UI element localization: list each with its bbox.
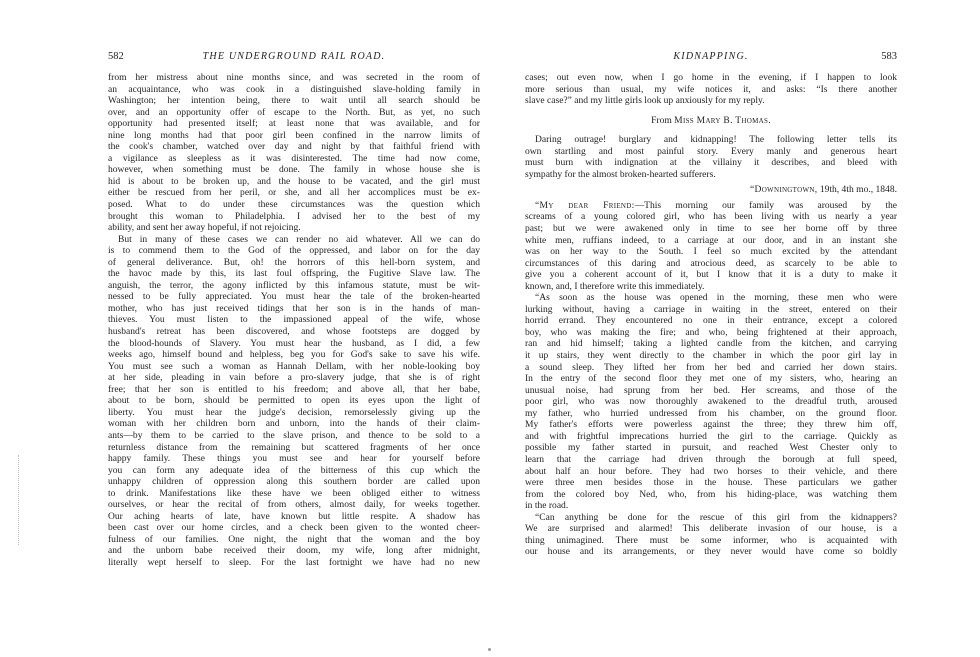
salutation-line: [525, 200, 897, 212]
text-line: past; but we were awakened only in time to see her borne off by three: [525, 223, 897, 235]
section-heading-name: Miss Mary B. Thomas.: [674, 114, 771, 126]
text-line: Washington; her intention being, there to wait until all search should be: [108, 95, 480, 107]
text-line: nessed to be fully appreciated. You must hear the tale of the broken-hearted: [108, 291, 480, 303]
text-line: “Can anything be done for the rescue of this girl from the kidnappers?: [535, 511, 897, 523]
text-line: literally wept herself to sleep. For the last fortnight we have had no new: [108, 556, 480, 568]
text-line: nine long months had that poor girl been confined in the narrow limits of: [108, 129, 480, 141]
text-line: a vigilance as sleepless as it was disinterested. The time had now come,: [108, 152, 480, 164]
section-heading-prefix: From: [651, 114, 672, 126]
text-line: possible my father started in pursuit, and reached West Chester only to: [525, 442, 897, 454]
text-line: either be rescued from her peril, or she, and all her accomplices must be ex-: [108, 187, 480, 199]
right-running-head: [525, 51, 897, 65]
left-header-title: THE UNDERGROUND RAIL ROAD.: [202, 51, 386, 62]
text-line: thing unimagined. There must be some informer, who is acquainted with: [525, 534, 897, 546]
text-line: fulness of our families. One night, the night that the woman and the boy: [108, 533, 480, 545]
text-line: a sound sleep. They lifted her from her bed and carried her down stairs.: [525, 361, 897, 373]
text-line: We are surprised and alarmed! This deliberate invasion of our house, is a: [525, 523, 897, 535]
text-line: ran and hid himself; taking a lighted candle from the kitchen, and carrying: [525, 338, 897, 350]
text-line: happy family. These things you must see and hear for yourself before: [108, 453, 480, 465]
text-line: weeks ago, himself bound and helpless, beg you for God's sake to save his wife.: [108, 349, 480, 361]
text-line: anguish, the terror, the agony inflicted by this infamous statute, must be wit-: [108, 279, 480, 291]
text-line: of general deliverance. But, oh! the horrors of this hell-born system, and: [108, 256, 480, 268]
text-line: to drink. Manifestations like these have we been obliged either to witness: [108, 487, 480, 499]
text-line: our house and its arrangements, or they never would have come so boldly: [525, 546, 897, 558]
right-page: [525, 0, 897, 558]
text-line: thieves. You must listen to the impassioned appeal of the wife, whose: [108, 314, 480, 326]
text-line: cases; out even now, when I go home in the evening, if I happen to look: [525, 72, 897, 83]
text-line: But in many of these cases we can render no aid whatever. All we can do: [118, 233, 480, 245]
text-line: woman with her children born and unborn, into the hands of their claim-: [108, 418, 480, 430]
text-line: the havoc made by this, its last foul offspring, the Fugitive Slave law. The: [108, 268, 480, 280]
text-line: free; that her son is entitled to his freedom; and above all, that her babe,: [108, 383, 480, 395]
text-line: from the colored boy Ned, who, from his hiding-place, was watching them: [525, 488, 897, 500]
text-line: lurking without, having a carriage in waiting in the street, entered on their: [525, 303, 897, 315]
text-line: the blood-hounds of Slavery. You must hear the husband, as I did, a few: [108, 337, 480, 349]
text-line: ability, and sent her away hopeful, if not rejoicing.: [108, 222, 301, 234]
text-line: the cook's chamber, watched over day and night by that faithful friend with: [108, 141, 480, 153]
text-line: from her mistress about nine months since, and was secreted in the room of: [108, 72, 480, 83]
text-line: must burn with indignation at the villainy it describes, and bleed with: [525, 157, 897, 169]
text-line: ants—by them to be carried to the slave prison, and thence to be sold to a: [108, 429, 480, 441]
text-line: it up stairs, they went directly to the chamber in which the poor girl lay in: [525, 350, 897, 362]
text-line: slave case?” and my little girls look up anxiously for my reply.: [525, 95, 765, 107]
text-line: In the entry of the second floor they met one of my sisters, who, hearing an: [525, 373, 897, 385]
text-line: circumstances of this daring and atrocious deed, as scarcely to be able to: [525, 257, 897, 269]
text-line: brought this woman to Philadelphia. I advised her to the best of my: [108, 210, 480, 222]
text-line: known, and, I therefore write this immediately.: [525, 280, 705, 292]
text-line: opportunity had presented itself; at least none that was available, and for: [108, 118, 480, 130]
salutation: “My dear Friend:: [535, 199, 635, 211]
text-line: unusual noise, had sprung from her bed. Her screams, and those of the: [525, 384, 897, 396]
text-line: white men, ruffians indeed, to a carriage at our door, and in an instant she: [525, 234, 897, 246]
text-line: own startling and most painful story. Every manly and generous heart: [525, 145, 897, 157]
text-line: was on her way to the South. I feel so much excited by the attendant: [525, 246, 897, 258]
text-line: you can form any adequate idea of the bitterness of this cup which the: [108, 464, 480, 476]
text-line: hid is about to be broken up, and the house to be vacated, and the girl must: [108, 175, 480, 187]
text-line: is to commend them to the God of the oppressed, and labor on for the day: [108, 245, 480, 257]
text-line: liberty. You must hear the judge's decision, remorselessly giving up the: [108, 406, 480, 418]
text-line: Daring outrage! burglary and kidnapping! The following letter tells its: [535, 134, 897, 146]
text-line: learn that the carriage had driven through the borough at full speed,: [525, 453, 897, 465]
text-line: give you a coherent account of it, but I know that it is a duty to make it: [525, 269, 897, 281]
text-line: were three men besides those in the house. These particulars we gather: [525, 477, 897, 489]
text-line: returnless distance from the remaining but scattered fragments of her once: [108, 441, 480, 453]
scan-speck: [488, 648, 491, 651]
dateline-date: 19th, 4th mo., 1848.: [819, 184, 897, 196]
text-line: screams of a young colored girl, who has been living with us nearly a year: [525, 211, 897, 223]
text-line: over, and an opportunity offer of escape to the North. But, as yet, no such: [108, 106, 480, 118]
text-line: an acquaintance, who was cook in a distinguished slave-holding family in: [108, 83, 480, 95]
salutation-rest: —This morning our family was aroused by the: [634, 199, 897, 211]
text-line: however, when something must be done. The family in whose house she is: [108, 164, 480, 176]
right-header-title: KIDNAPPING.: [673, 51, 749, 62]
section-heading: [525, 115, 897, 127]
text-line: my father, who hurried undressed from his chamber, on the ground floor.: [525, 407, 897, 419]
text-line: at her side, pleading in vain before a pro-slavery judge, that she is of right: [108, 372, 480, 384]
text-line: husband's retreat has been discovered, and whose footsteps are dogged by: [108, 326, 480, 338]
text-line: in the road.: [525, 500, 569, 512]
left-running-head: [108, 51, 480, 65]
text-line: been cast over our home circles, and a check been given to the wonted cheer-: [108, 522, 480, 534]
text-line: more serious than usual, my wife notices it, and asks: “Is there another: [525, 83, 897, 95]
dateline: [525, 184, 897, 196]
left-page-number: 582: [108, 51, 124, 62]
text-line: and with frightful imprecations hurried the girl to the carriage. Quickly as: [525, 430, 897, 442]
text-line: sympathy for the almost broken-hearted sufferers.: [525, 168, 716, 180]
left-body-text: [108, 72, 480, 569]
text-line: mother, who has just received tidings that her son is in the hands of man-: [108, 302, 480, 314]
text-line: and the unborn babe received their doom, my wife, long after midnight,: [108, 545, 480, 557]
text-line: My father's efforts were powerless against the three; they threw him off,: [525, 419, 897, 431]
text-line: about to be born, should be permitted to open its eyes upon the light of: [108, 395, 480, 407]
text-line: horrid errand. They encountered no one in their entrance, except a colored: [525, 315, 897, 327]
margin-mark: [18, 455, 25, 545]
text-line: boy, who was making the fire; and who, being frightened at their approach,: [525, 326, 897, 338]
text-line: “As soon as the house was opened in the morning, these men who were: [535, 292, 897, 304]
text-line: unhappy children of oppression along this southern border are called upon: [108, 476, 480, 488]
text-line: poor girl, who was now thoroughly awakened to the dreadful truth, aroused: [525, 396, 897, 408]
dateline-place: “Downingtown,: [749, 184, 818, 196]
left-page: [108, 0, 480, 569]
text-line: Our aching hearts of late, have known but little respite. A shadow has: [108, 510, 480, 522]
text-line: posed. What to do under these circumstances was the question which: [108, 199, 480, 211]
text-line: You must see such a woman as Hannah Dellam, with her noble-looking boy: [108, 360, 480, 372]
text-line: ourselves, or hear the recital of from others, almost daily, for weeks together.: [108, 499, 480, 511]
right-body-text: [525, 72, 897, 558]
text-line: about half an hour before. They had two horses to their vehicle, and there: [525, 465, 897, 477]
right-page-number: 583: [881, 51, 897, 62]
